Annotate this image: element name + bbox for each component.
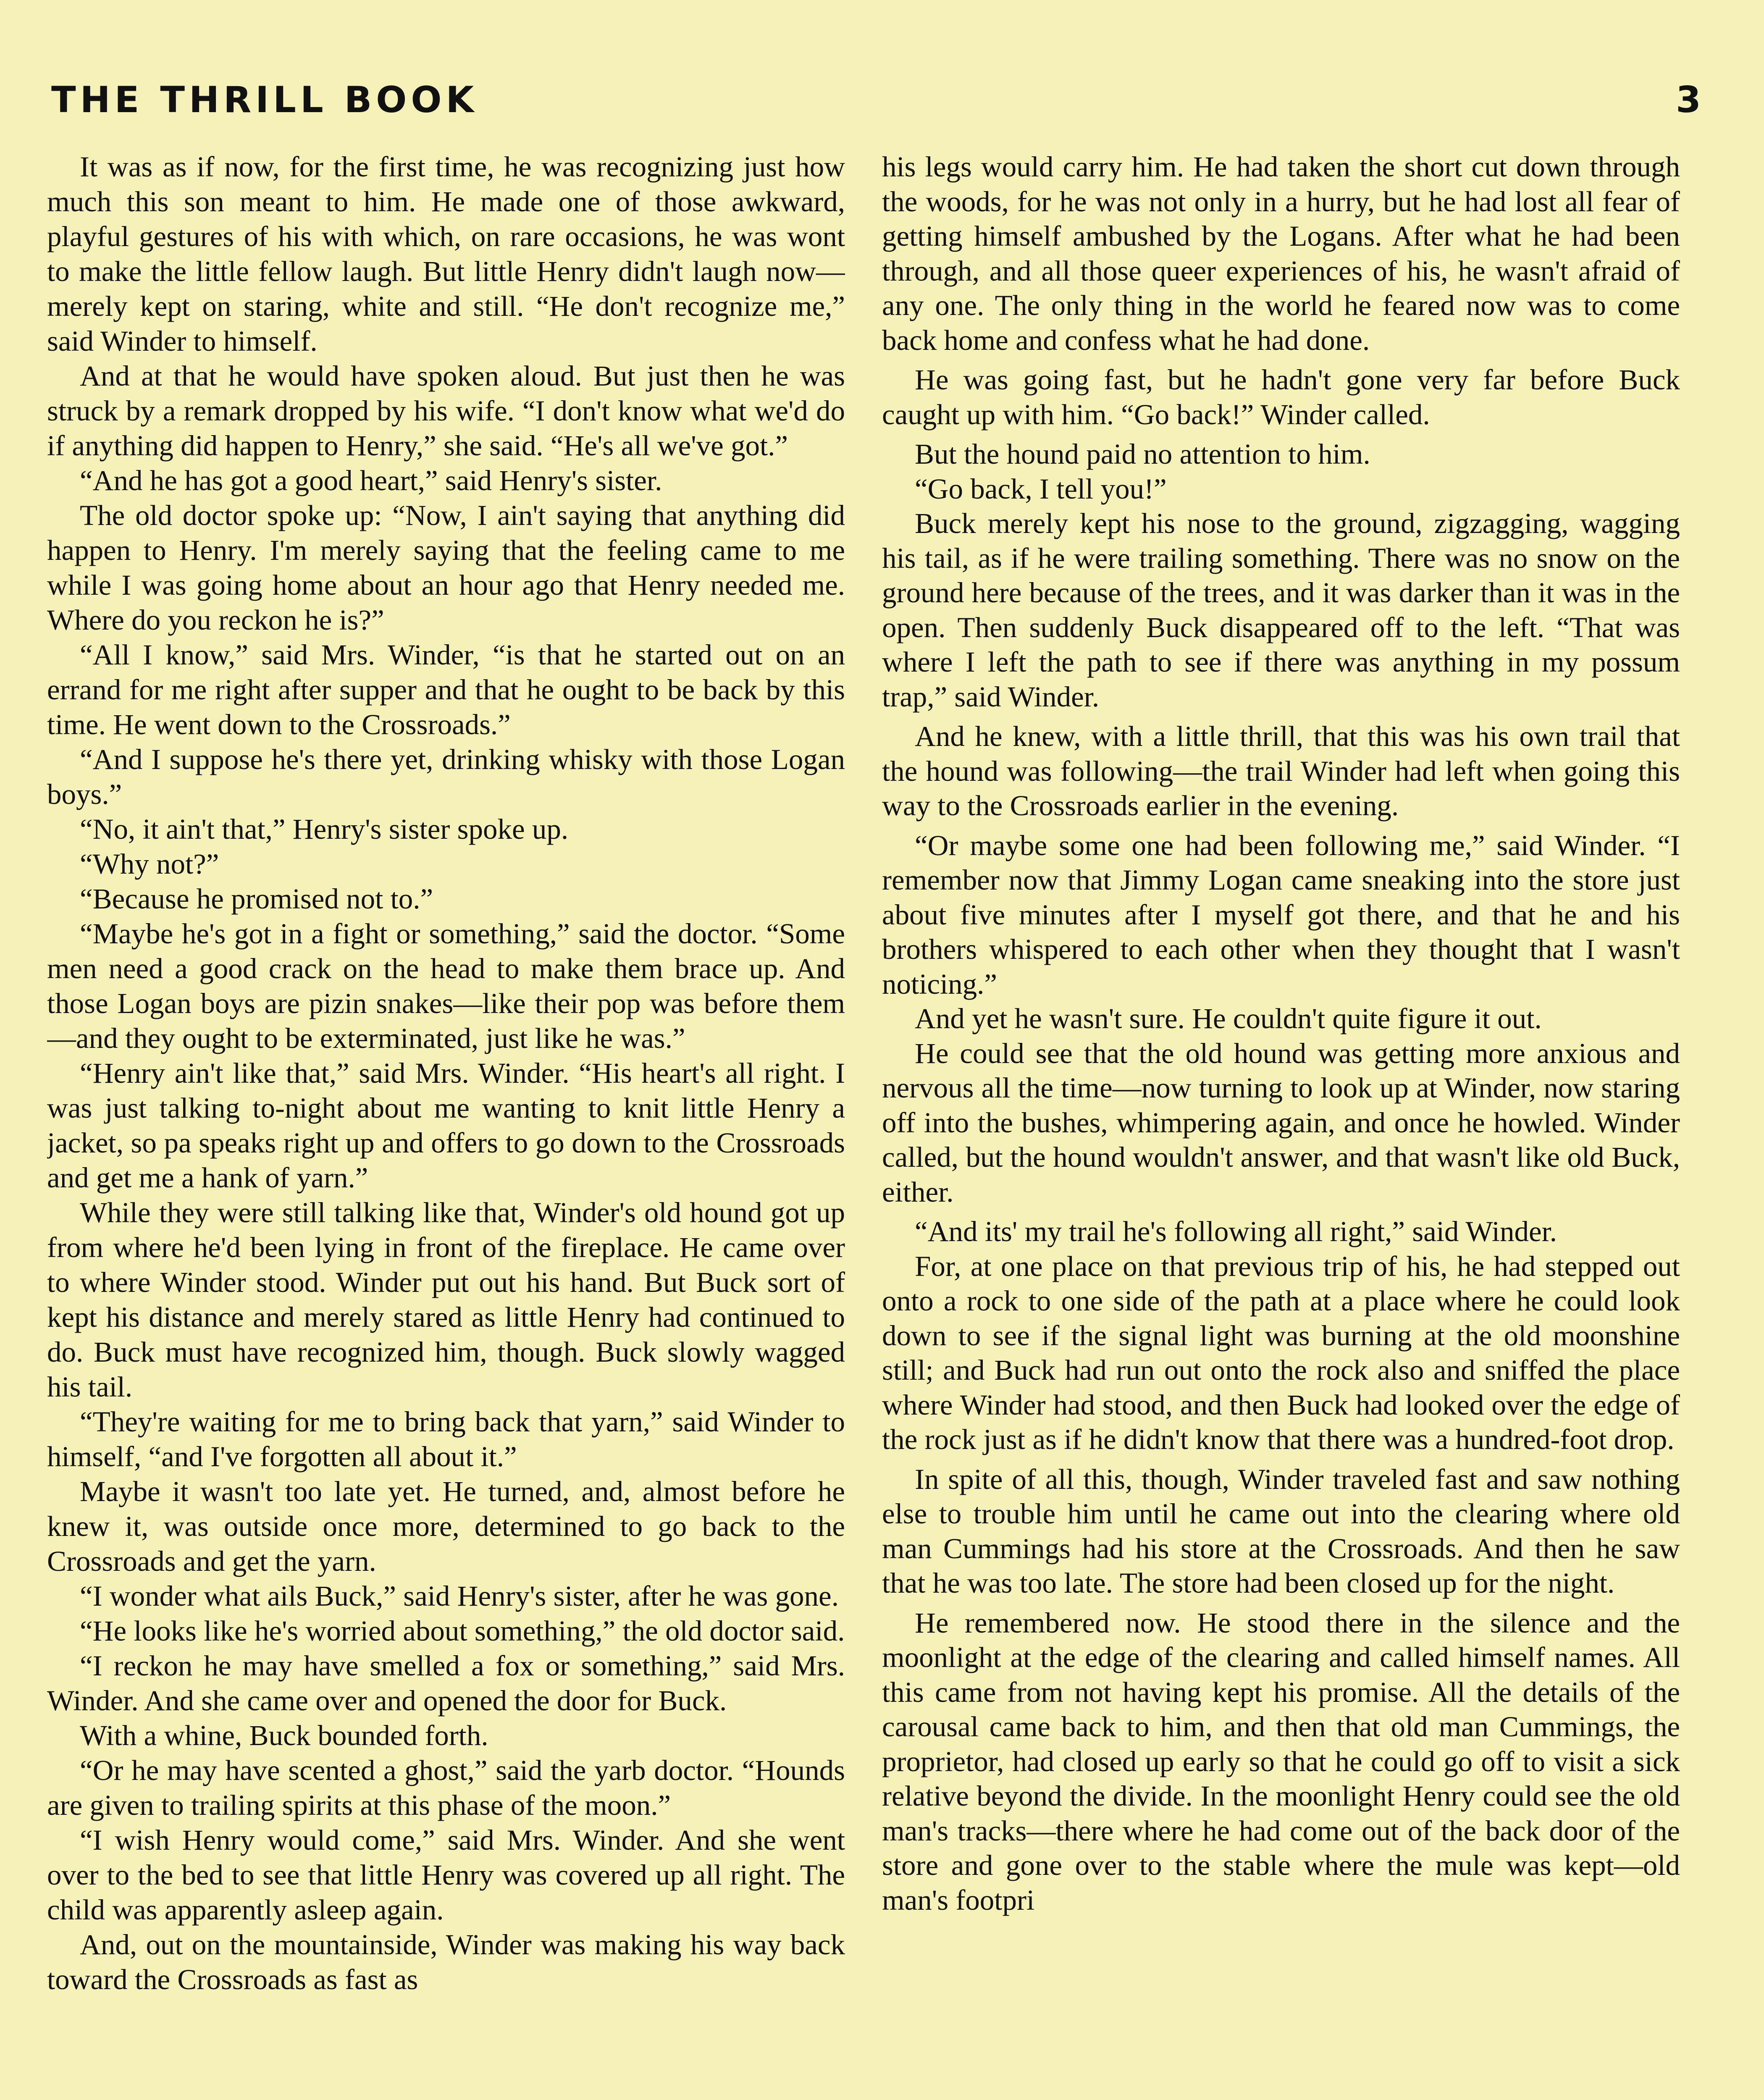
paragraph: “Henry ain't like that,” said Mrs. Winder. “His heart's all right. I was just talking to-night about me wanting to knit little Henry a jacket, so pa speaks right up and offers to go down to the Crossroads and get me a hank of yarn.” (47, 1057, 845, 1194)
right-column (882, 150, 1680, 2100)
paragraph: He remembered now. He stood there in the silence and the moonlight at the edge of the clearing and called himself names. All this came from not having kept his promise. All the details of the carousal came back to him, and then that old man Cummings, the proprietor, had closed up early so that he could go off to visit a sick relative beyond the divide. In the moonlight Henry could see the old man's tracks—there where he had come out of the back door of the store and gone over to the stable where the mule was kept—old man's footpri (882, 1606, 1680, 1916)
paragraph: While they were still talking like that, Winder's old hound got up from where he'd been lying in front of the fireplace. He came over to where Winder stood. Winder put out his hand. But Buck sort of kept his distance and merely stared as little Henry had continued to do. Buck must have recognized him, though. Buck slowly wagged his tail. (47, 1197, 845, 1403)
paragraph: The old doctor spoke up: “Now, I ain't saying that anything did happen to Henry. I'm merely saying that the feeling came to me while I was going home about an hour ago that Henry needed me. Where do you reckon he is?” (47, 499, 845, 636)
paragraph: For, at one place on that previous trip of his, he had stepped out onto a rock to one side of the path at a place where he could look down to see if the signal light was burning at the old moonshine still; and Buck had run out onto the rock also and sniffed the place where Winder had stood, and then Buck had looked over the edge of the rock just as if he didn't know that there was a hundred-foot drop. (882, 1250, 1680, 1455)
paragraph: And he knew, with a little thrill, that this was his own trail that the hound was following—the trail Winder had left when going this way to the Crossroads earlier in the evening. (882, 720, 1680, 822)
paragraph: “And he has got a good heart,” said Henry's sister. (80, 465, 662, 496)
paragraph: “Or he may have scented a ghost,” said the yarb doctor. “Hounds are given to trailing spirits at this phase of the moon.” (47, 1754, 845, 1821)
paragraph: He could see that the old hound was getting more anxious and nervous all the time—now turning to look up at Winder, now staring off into the bushes, whimpering again, and once he howled. Winder called, but the hound wouldn't answer, and that wasn't like old Buck, either. (882, 1037, 1680, 1208)
paragraph: And yet he wasn't sure. He couldn't quite figure it out. (915, 1003, 1542, 1034)
left-column (47, 150, 845, 2100)
paragraph: “Go back, I tell you!” (915, 472, 1167, 505)
paragraph: “No, it ain't that,” Henry's sister spoke up. (80, 813, 569, 845)
paragraph: Buck merely kept his nose to the ground, zigzagging, wagging his tail, as if he were trailing something. There was no snow on the ground here because of the trees, and it was darker than it was in the open. Then suddenly Buck disappeared off to the left. “That was where I left the path to see if there was anything in my possum trap,” said Winder. (882, 507, 1680, 713)
paragraph: “He looks like he's worried about something,” the old doctor said. (80, 1615, 845, 1647)
paragraph: “Maybe he's got in a fight or something,” said the doctor. “Some men need a good crack on the head to make them brace up. And those Logan boys are pizin snakes—like their pop was before them—and they ought to be exterminated, just like he was.” (47, 918, 845, 1054)
paragraph: It was as if now, for the first time, he was recognizing just how much this son meant to him. He made one of those awkward, playful gestures of his with which, on rare occasions, he was wont to make the little fellow laugh. But little Henry didn't laugh now—merely kept on staring, white and still. “He don't recognize me,” said Winder to himself. (47, 151, 845, 357)
page-header (51, 79, 1701, 129)
paragraph: “Why not?” (80, 848, 219, 880)
paragraph: “I reckon he may have smelled a fox or something,” said Mrs. Winder. And she came over and opened the door for Buck. (47, 1650, 845, 1717)
paragraph: “And its' my trail he's following all right,” said Winder. (915, 1215, 1557, 1247)
paragraph: And at that he would have spoken aloud. But just then he was struck by a remark dropped by his wife. “I don't know what we'd do if anything did happen to Henry,” she said. “He's all we've got.” (47, 360, 845, 462)
paragraph: “I wonder what ails Buck,” said Henry's sister, after he was gone. (80, 1580, 839, 1612)
paragraph: He was going fast, but he hadn't gone very far before Buck caught up with him. “Go back!” Winder called. (882, 364, 1680, 430)
paragraph: “I wish Henry would come,” said Mrs. Winder. And she went over to the bed to see that little Henry was covered up all right. The child was apparently asleep again. (47, 1824, 845, 1926)
paragraph: “All I know,” said Mrs. Winder, “is that he started out on an errand for me right after supper and that he ought to be back by this time. He went down to the Crossroads.” (47, 639, 845, 740)
running-title: THE THRILL BOOK (51, 79, 478, 121)
paragraph: But the hound paid no attention to him. (915, 438, 1370, 470)
paragraph: “Because he promised not to.” (80, 883, 433, 915)
paragraph: In spite of all this, though, Winder traveled fast and saw nothing else to trouble him until he came out into the clearing where old man Cummings had his store at the Crossroads. And then he saw that he was too late. The store had been closed up for the night. (882, 1463, 1680, 1599)
paragraph: Maybe it wasn't too late yet. He turned, and, almost before he knew it, was outside once more, determined to go back to the Crossroads and get the yarn. (47, 1475, 845, 1577)
paragraph: And, out on the mountainside, Winder was making his way back toward the Crossroads as fast as (47, 1929, 845, 1995)
paragraph: “Or maybe some one had been following me,” said Winder. “I remember now that Jimmy Logan came sneaking into the store just about five minutes after I myself got there, and that he and his brothers whispered to each other when they thought that I wasn't noticing.” (882, 829, 1680, 1000)
paragraph: “They're waiting for me to bring back that yarn,” said Winder to himself, “and I've forgotten all about it.” (47, 1406, 845, 1473)
paragraph: his legs would carry him. He had taken the short cut down through the woods, for he was not only in a hurry, but he had lost all fear of getting himself ambushed by the Logans. After what he had been through, and all those queer experiences of his, he wasn't afraid of any one. The only thing in the world he feared now was to come back home and confess what he had done. (882, 151, 1680, 356)
paragraph: “And I suppose he's there yet, drinking whisky with those Logan boys.” (47, 743, 845, 810)
page-number: 3 (1676, 79, 1701, 121)
paragraph: With a whine, Buck bounded forth. (80, 1719, 488, 1751)
